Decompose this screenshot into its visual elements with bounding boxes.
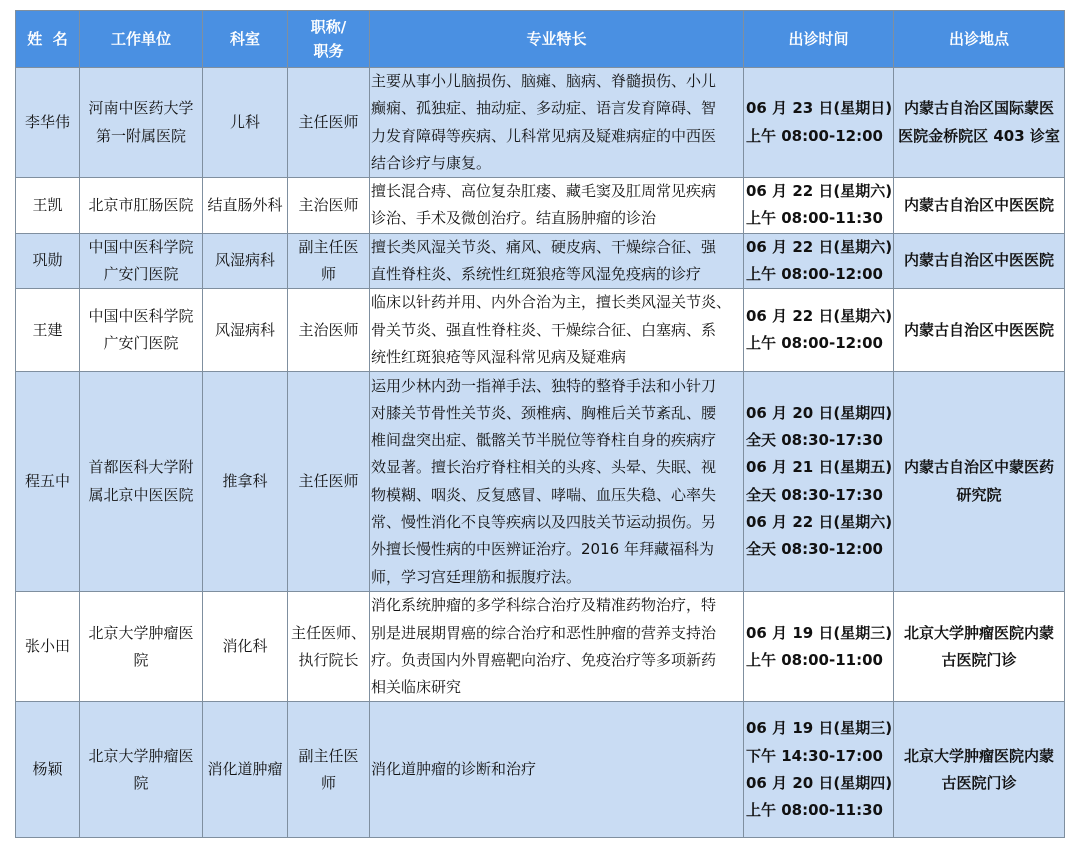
visit-place-cell xyxy=(894,289,1065,372)
table-row xyxy=(16,68,1065,178)
work-unit-cell-line: 第一附属医院 xyxy=(95,126,186,145)
visit-time-cell-line: 全天 08:30-17:30 xyxy=(746,431,883,450)
visit-place-cell-line: 内蒙古自治区中医医院 xyxy=(903,251,1054,270)
specialty-cell xyxy=(370,178,744,234)
visit-time-cell xyxy=(744,702,894,838)
department-cell xyxy=(203,68,288,178)
work-unit-cell xyxy=(80,289,203,372)
specialty-cell-line: 效显著。擅长治疗脊柱相关的头疼、头晕、失眠、视 xyxy=(371,458,717,477)
visit-place-cell-line: 北京大学肿瘤医院内蒙 xyxy=(903,623,1054,642)
department-cell xyxy=(203,178,288,234)
table-row xyxy=(16,233,1065,289)
job-title-cell xyxy=(288,592,370,702)
department-cell xyxy=(203,372,288,592)
job-title-cell xyxy=(288,702,370,838)
visit-time-cell-line: 06 月 19 日(星期三) xyxy=(746,623,893,642)
specialty-cell xyxy=(370,68,744,178)
visit-time-cell-line: 06 月 22 日(星期六) xyxy=(746,237,893,256)
header-dept: 科室 xyxy=(203,11,288,68)
work-unit-cell-line: 中国中医科学院 xyxy=(88,307,194,326)
job-title-cell-line: 执行院长 xyxy=(298,650,359,669)
visit-time-cell xyxy=(744,178,894,234)
department-cell-line: 消化科 xyxy=(222,637,268,656)
specialty-cell-line: 消化系统肿瘤的多学科综合治疗及精准药物治疗，特 xyxy=(371,596,717,615)
job-title-cell-line: 副主任医 xyxy=(298,746,359,765)
visit-place-cell xyxy=(894,372,1065,592)
specialty-cell-line: 临床以针药并用、内外合治为主，擅长类风湿关节炎、 xyxy=(371,293,732,312)
visit-place-cell-line: 内蒙古自治区中医医院 xyxy=(903,320,1054,339)
visit-place-cell-line: 古医院门诊 xyxy=(941,773,1017,792)
visit-time-cell xyxy=(744,289,894,372)
specialty-cell-line: 直性脊柱炎、系统性红斑狼疮等风湿免疫病的诊疗 xyxy=(371,265,702,284)
header-time: 出诊时间 xyxy=(744,11,894,68)
department-cell-line: 消化道肿瘤 xyxy=(207,760,283,779)
header-unit: 工作单位 xyxy=(80,11,203,68)
specialty-cell-line: 消化道肿瘤的诊断和治疗 xyxy=(371,760,537,779)
visit-time-cell-line: 下午 14:30-17:00 xyxy=(746,746,883,765)
work-unit-cell xyxy=(80,68,203,178)
doctor-name-cell-line: 张小田 xyxy=(24,637,70,656)
work-unit-cell-line: 首都医科大学附 xyxy=(88,458,194,477)
specialty-cell-line: 结合诊疗与康复。 xyxy=(371,153,492,172)
work-unit-cell-line: 广安门医院 xyxy=(103,265,179,284)
visit-place-cell-line: 研究院 xyxy=(956,485,1002,504)
work-unit-cell-line: 院 xyxy=(133,773,149,792)
work-unit-cell xyxy=(80,233,203,289)
schedule-table-wrapper xyxy=(15,10,1064,838)
specialty-cell xyxy=(370,372,744,592)
doctor-name-cell-line: 李华伟 xyxy=(24,112,70,131)
specialty-cell-line: 统性红斑狼疮等风湿科常见病及疑难病 xyxy=(371,347,627,366)
department-cell-line: 风湿病科 xyxy=(214,251,275,270)
header-title-line-2: 职务 xyxy=(313,42,344,60)
specialty-cell-line: 别是进展期胃癌的综合治疗和恶性肿瘤的营养支持治 xyxy=(371,623,717,642)
job-title-cell-line: 副主任医 xyxy=(298,237,359,256)
specialty-cell xyxy=(370,702,744,838)
table-row xyxy=(16,592,1065,702)
visit-place-cell xyxy=(894,592,1065,702)
department-cell xyxy=(203,592,288,702)
specialty-cell xyxy=(370,592,744,702)
work-unit-cell-line: 北京大学肿瘤医 xyxy=(88,746,194,765)
job-title-cell xyxy=(288,233,370,289)
visit-place-cell-line: 内蒙古自治区国际蒙医 xyxy=(903,99,1054,118)
work-unit-cell-line: 北京市肛肠医院 xyxy=(88,195,194,214)
work-unit-cell xyxy=(80,592,203,702)
visit-time-cell-line: 06 月 21 日(星期五) xyxy=(746,458,893,477)
visit-place-cell-line: 内蒙古自治区中医医院 xyxy=(903,195,1054,214)
department-cell-line: 儿科 xyxy=(229,112,260,131)
visit-time-cell-line: 全天 08:30-17:30 xyxy=(746,485,883,504)
specialty-cell xyxy=(370,233,744,289)
specialty-cell-line: 力发育障碍等疾病、儿科常见病及疑难病症的中西医 xyxy=(371,126,717,145)
job-title-cell xyxy=(288,372,370,592)
job-title-cell xyxy=(288,289,370,372)
specialty-cell-line: 癫痫、孤独症、抽动症、多动症、语言发育障碍、智 xyxy=(371,99,717,118)
job-title-cell xyxy=(288,68,370,178)
visit-place-cell xyxy=(894,233,1065,289)
job-title-cell-line: 师 xyxy=(320,773,336,792)
visit-time-cell xyxy=(744,68,894,178)
visit-time-cell-line: 上午 08:00-12:00 xyxy=(746,334,883,353)
department-cell xyxy=(203,702,288,838)
job-title-cell-line: 主任医师 xyxy=(298,472,359,491)
department-cell-line: 推拿科 xyxy=(222,472,268,491)
header-place: 出诊地点 xyxy=(894,11,1065,68)
specialty-cell-line: 外擅长慢性病的中医辨证治疗。2016 年拜藏福科为 xyxy=(371,540,714,559)
doctor-name-cell xyxy=(16,178,80,234)
work-unit-cell xyxy=(80,372,203,592)
doctor-name-cell xyxy=(16,372,80,592)
specialty-cell-line: 师，学习宫廷理筋和振腹疗法。 xyxy=(371,567,582,586)
visit-time-cell xyxy=(744,372,894,592)
visit-time-cell-line: 06 月 22 日(星期六) xyxy=(746,307,893,326)
doctor-schedule-table xyxy=(15,10,1065,838)
doctor-name-cell xyxy=(16,289,80,372)
visit-time-cell-line: 上午 08:00-11:30 xyxy=(746,801,883,820)
table-row xyxy=(16,289,1065,372)
header-name: 姓 名 xyxy=(16,11,80,68)
visit-time-cell-line: 06 月 22 日(星期六) xyxy=(746,182,893,201)
table-row xyxy=(16,178,1065,234)
visit-time-cell xyxy=(744,592,894,702)
work-unit-cell-line: 北京大学肿瘤医 xyxy=(88,623,194,642)
visit-place-cell-line: 医院金桥院区 403 诊室 xyxy=(898,126,1060,145)
header-row xyxy=(16,11,1065,68)
doctor-name-cell xyxy=(16,592,80,702)
doctor-name-cell-line: 王凯 xyxy=(32,195,63,214)
header-specialty: 专业特长 xyxy=(370,11,744,68)
specialty-cell xyxy=(370,289,744,372)
visit-place-cell xyxy=(894,178,1065,234)
visit-time-cell xyxy=(744,233,894,289)
visit-place-cell-line: 北京大学肿瘤医院内蒙 xyxy=(903,746,1054,765)
job-title-cell-line: 主治医师 xyxy=(298,195,359,214)
visit-time-cell-line: 全天 08:30-12:00 xyxy=(746,540,883,559)
visit-place-cell xyxy=(894,702,1065,838)
table-row xyxy=(16,702,1065,838)
doctor-name-cell xyxy=(16,702,80,838)
department-cell xyxy=(203,289,288,372)
work-unit-cell-line: 中国中医科学院 xyxy=(88,237,194,256)
header-title-line-1: 职称/ xyxy=(310,18,347,36)
department-cell-line: 风湿病科 xyxy=(214,320,275,339)
specialty-cell-line: 擅长混合痔、高位复杂肛瘘、藏毛窦及肛周常见疾病 xyxy=(371,182,717,201)
visit-time-cell-line: 06 月 20 日(星期四) xyxy=(746,403,893,422)
doctor-name-cell xyxy=(16,68,80,178)
work-unit-cell-line: 属北京中医医院 xyxy=(88,485,194,504)
work-unit-cell-line: 广安门医院 xyxy=(103,334,179,353)
visit-place-cell-line: 古医院门诊 xyxy=(941,650,1017,669)
job-title-cell xyxy=(288,178,370,234)
specialty-cell-line: 对膝关节骨性关节炎、颈椎病、胸椎后关节紊乱、腰 xyxy=(371,403,717,422)
table-row xyxy=(16,372,1065,592)
specialty-cell-line: 常、慢性消化不良等疾病以及四肢关节运动损伤。另 xyxy=(371,513,717,532)
doctor-name-cell xyxy=(16,233,80,289)
visit-time-cell-line: 上午 08:00-12:00 xyxy=(746,265,883,284)
visit-place-cell-line: 内蒙古自治区中蒙医药 xyxy=(903,458,1054,477)
doctor-name-cell-line: 巩勋 xyxy=(32,251,63,270)
specialty-cell-line: 擅长类风湿关节炎、痛风、硬皮病、干燥综合征、强 xyxy=(371,237,717,256)
table-body xyxy=(16,68,1065,838)
visit-time-cell-line: 上午 08:00-12:00 xyxy=(746,126,883,145)
specialty-cell-line: 诊治、手术及微创治疗。结直肠肿瘤的诊治 xyxy=(371,209,657,228)
work-unit-cell xyxy=(80,702,203,838)
department-cell xyxy=(203,233,288,289)
job-title-cell-line: 主任医师、 xyxy=(290,623,366,642)
job-title-cell-line: 主治医师 xyxy=(298,320,359,339)
specialty-cell-line: 疗。负责国内外胃癌靶向治疗、免疫治疗等多项新药 xyxy=(371,650,717,669)
visit-time-cell-line: 上午 08:00-11:00 xyxy=(746,650,883,669)
doctor-name-cell-line: 杨颖 xyxy=(32,760,63,779)
doctor-name-cell-line: 王建 xyxy=(32,320,63,339)
visit-place-cell xyxy=(894,68,1065,178)
specialty-cell-line: 运用少林内劲一指禅手法、独特的整脊手法和小针刀 xyxy=(371,376,717,395)
specialty-cell-line: 骨关节炎、强直性脊柱炎、干燥综合征、白塞病、系 xyxy=(371,320,717,339)
specialty-cell-line: 相关临床研究 xyxy=(371,678,462,697)
work-unit-cell-line: 河南中医药大学 xyxy=(88,99,194,118)
visit-time-cell-line: 06 月 23 日(星期日) xyxy=(746,99,893,118)
header-title xyxy=(288,11,370,68)
work-unit-cell-line: 院 xyxy=(133,650,149,669)
visit-time-cell-line: 上午 08:00-11:30 xyxy=(746,209,883,228)
visit-time-cell-line: 06 月 20 日(星期四) xyxy=(746,773,893,792)
specialty-cell-line: 主要从事小儿脑损伤、脑瘫、脑病、脊髓损伤、小儿 xyxy=(371,72,717,90)
visit-time-cell-line: 06 月 19 日(星期三) xyxy=(746,719,893,738)
job-title-cell-line: 师 xyxy=(320,265,336,284)
department-cell-line: 结直肠外科 xyxy=(207,195,283,214)
specialty-cell-line: 物模糊、咽炎、反复感冒、哮喘、血压失稳、心率失 xyxy=(371,485,717,504)
visit-time-cell-line: 06 月 22 日(星期六) xyxy=(746,513,893,532)
job-title-cell-line: 主任医师 xyxy=(298,112,359,131)
specialty-cell-line: 椎间盘突出症、骶髂关节半脱位等脊柱自身的疾病疗 xyxy=(371,431,717,450)
work-unit-cell xyxy=(80,178,203,234)
doctor-name-cell-line: 程五中 xyxy=(24,472,70,491)
